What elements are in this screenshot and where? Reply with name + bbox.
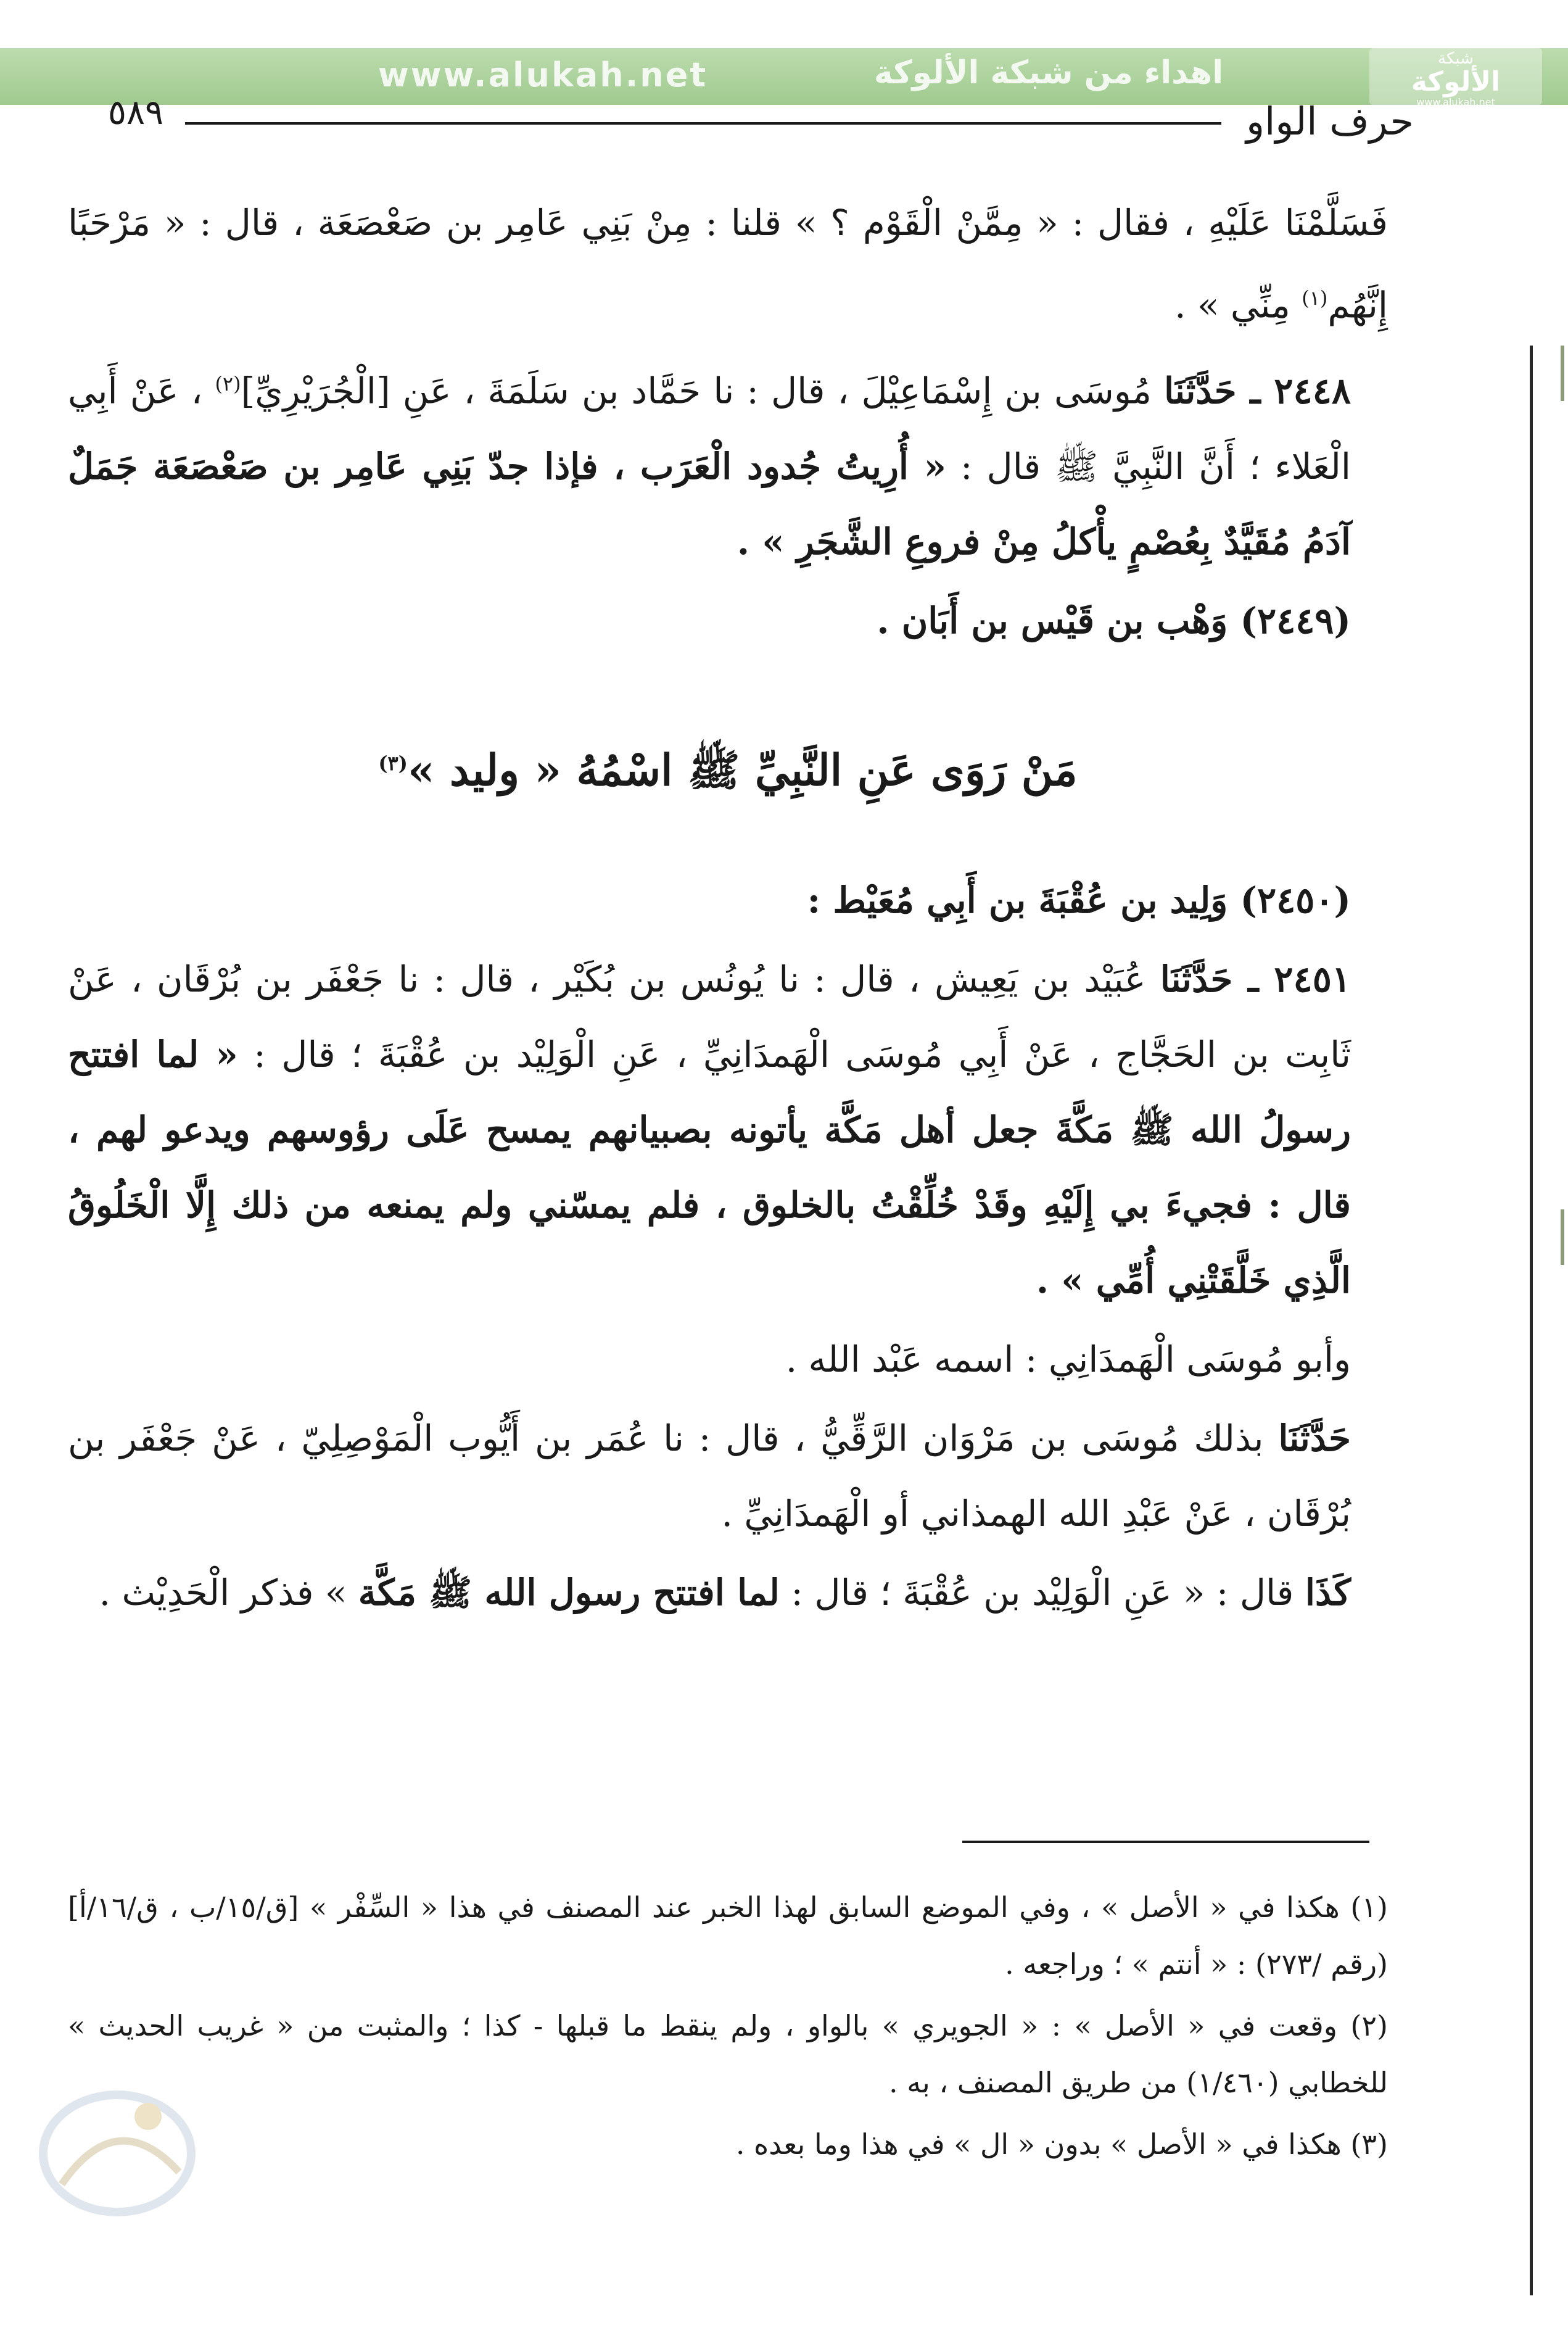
p7-text: بذلك مُوسَى بن مَرْوَان الرَّقِّيُّ ، قال : نا عُمَر بن أَيُّوب الْمَوْصِلِيّ ، عَنْ جَعْفَر بن بُرْقَان ، عَنْ عَبْدِ الله الهمذاني أو الْهَمدَانِيِّ . — [68, 1417, 1351, 1535]
page-edge-line — [1530, 346, 1533, 2295]
logo-line3: www.alukah.net — [1416, 96, 1495, 108]
hadith-number-2448: ٢٤٤٨ ـ حَدَّثَنَا — [1164, 370, 1351, 412]
page-body — [68, 185, 1388, 1634]
p7-lead: حَدَّثَنَا — [1278, 1417, 1351, 1459]
edge-tick — [1561, 346, 1564, 401]
page-number: ٥٨٩ — [107, 93, 164, 133]
p2-b: ، عَنْ أَبِي الْعَلاء ؛ أَنَّ النَّبِيَّ ﷺ قال : — [68, 370, 1351, 487]
p8-lead: كَذَا — [1305, 1571, 1351, 1614]
footnote-rule — [962, 1841, 1369, 1843]
p2-text: مُوسَى بن إِسْمَاعِيْلَ ، قال : نا حَمَّاد بن سَلَمَةَ ، عَنِ [الْجُرَيْرِيِّ] — [241, 370, 1152, 412]
alukah-logo — [1369, 48, 1542, 108]
top-banner — [0, 48, 1568, 108]
logo-line2: الألوكة — [1411, 66, 1501, 97]
footnote-3: (٣) هكذا في « الأصل » بدون « ال » في هذا وما بعده . — [735, 2128, 1388, 2161]
footnote-1: (١) هكذا في « الأصل » ، وفي الموضع السابق لهذا الخبر عند المصنف في هذا « السِّفْر » [ق/١٥/ب ، ق/١٦/أ] (رقم /٢٧٣) : « أنتم » ؛ وراجعه . — [68, 1891, 1388, 1981]
section-heading — [68, 726, 1388, 807]
p8-end: » فذكر الْحَدِيْث . — [99, 1571, 347, 1614]
footnotes — [68, 1879, 1388, 2178]
p5-quote: « لما افتتح رسولُ الله ﷺ مَكَّةَ جعل أهل مَكَّة يأتونه بصبيانهم يمسح عَلَى رؤوسهم ويدعو لهم ، قال : فجيءَ بي إِلَيْهِ وقَدْ خُلِّقْتُ بالخلوق ، فلم يمسّني ولم يمنعه من ذلك إِلَّا الْخَلُوقُ الَّذِي خَلَّقَتْنِي أُمِّي » . — [68, 1033, 1351, 1301]
p1-text: فَسَلَّمْنَا عَلَيْهِ ، فقال : « مِمَّنْ الْقَوْم ؟ » قلنا : مِنْ بَنِي عَامِر بن صَعْصَعَة ، قال : « مَرْحَبًا إِنَّهُم — [68, 202, 1388, 326]
footnote-2: (٢) وقعت في « الأصل » : « الجويري » بالواو ، ولم ينقط ما قبلها - كذا ؛ والمثبت من « غريب الحديث » للخطابي (١/٤٦٠) من طريق المصنف ، به . — [68, 2009, 1388, 2099]
footnote-ref-2: (٢) — [215, 372, 241, 396]
p5-text: عُبَيْد بن يَعِيش ، قال : نا يُونُس بن بُكَيْر ، قال : نا جَعْفَر بن بُرْقَان ، عَنْ ثَابِت بن الحَجَّاج ، عَنْ أَبِي مُوسَى الْهَمدَانِيِّ ، عَنِ الْوَلِيْد بن عُقْبَةَ ؛ قال : — [68, 958, 1351, 1075]
entry-2449: (٢٤٤٩) وَهْب بن قَيْس بن أَبَان . — [877, 599, 1351, 642]
p8-text: قال : « عَنِ الْوَلِيْد بن عُقْبَةَ ؛ قال : — [791, 1571, 1294, 1614]
p2-quote: « أُرِيتُ جُدود الْعَرَب ، فإذا جدّ بَنِي عَامِر بن صَعْصَعَة جَمَلٌ آدَمُ مُقَيَّدٌ بِعُصْمٍ يأْكلُ مِنْ فروعِ الشَّجَرِ » . — [68, 445, 1351, 563]
paragraph-kadha — [68, 1555, 1388, 1630]
p1-end: مِنِّي » . — [1174, 284, 1290, 326]
edge-tick — [1561, 1209, 1564, 1265]
paragraph-abu-musa: وأبو مُوسَى الْهَمدَانِي : اسمه عَبْد الله . — [785, 1338, 1351, 1380]
logo-line1: شبكة — [1438, 49, 1474, 68]
hadith-2448 — [68, 346, 1388, 579]
entry-2450: (٢٤٥٠) وَلِيد بن عُقْبَةَ بن أَبِي مُعَيْط : — [807, 879, 1351, 921]
banner-gift-text: اهداء من شبكة الألوكة — [873, 54, 1224, 91]
hadith-2451 — [68, 942, 1388, 1318]
heading-text: مَنْ رَوَى عَنِ النَّبِيِّ ﷺ اسْمُهُ « وليد » — [407, 744, 1078, 795]
paragraph-1 — [68, 185, 1388, 342]
paragraph-haddathana — [68, 1401, 1388, 1551]
chapter-title: حرف الواو — [1246, 99, 1414, 144]
hadith-number-2451: ٢٤٥١ ـ حَدَّثَنَا — [1160, 958, 1351, 1000]
footnote-ref-1: (١) — [1302, 286, 1328, 310]
header-rule — [185, 122, 1221, 125]
p8-bold: لما افتتح رسول الله ﷺ مَكَّة — [358, 1571, 780, 1614]
footnote-ref-3: (٣) — [378, 751, 408, 775]
watermark-logo-icon — [25, 2049, 222, 2234]
banner-url[interactable]: www.alukah.net — [378, 56, 708, 94]
